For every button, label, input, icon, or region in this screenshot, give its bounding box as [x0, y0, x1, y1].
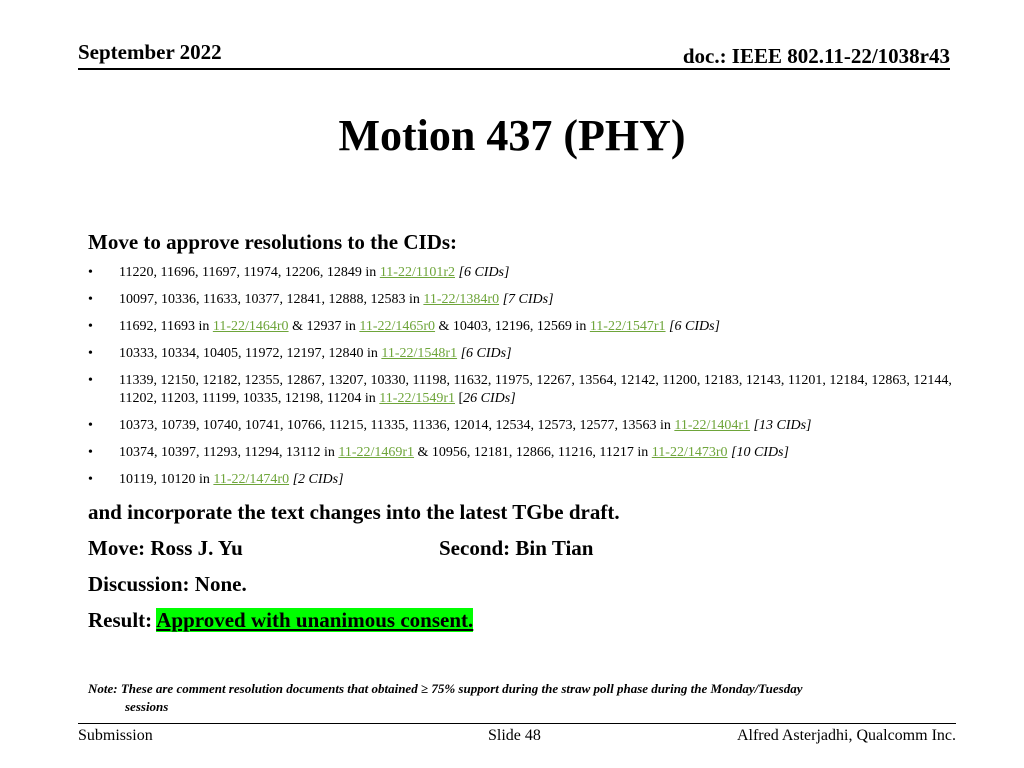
move-text: Move: Ross J. Yu — [88, 536, 243, 560]
footer-slide-number: Slide 48 — [488, 727, 541, 744]
cid-text: 11339, 12150, 12182, 12355, 12867, 13207, 10330, 11198, 11632, 11975, 12267, 13564, 12142, 11200, 12183, 12143, 11201, 12184, 12863, 12144, 11202, 11203, 11199, 10335, 12198, 11204 in — [119, 373, 952, 406]
header-date: September 2022 — [78, 40, 222, 64]
second-text: Second: Bin Tian — [439, 536, 594, 560]
footer-divider — [78, 723, 956, 724]
slide-body — [88, 228, 968, 636]
footnote-line-1: Note: These are comment resolution documents that obtained ≥ 75% support during the straw poll phase during the Monday/Tuesday — [88, 681, 803, 696]
cid-item — [88, 345, 968, 363]
result-label: Result: — [88, 608, 157, 632]
incorporate-text: and incorporate the text changes into the latest TGbe draft. — [88, 500, 620, 524]
cid-item — [88, 444, 968, 462]
document-link[interactable]: 11-22/1549r1 — [379, 391, 455, 406]
cid-text: 11220, 11696, 11697, 11974, 12206, 12849 in — [119, 265, 380, 280]
document-link[interactable]: 11-22/1465r0 — [359, 319, 436, 334]
cid-text: 10119, 10120 in — [119, 472, 214, 487]
header-divider — [78, 68, 950, 70]
cid-count: [6 CIDs] — [669, 319, 720, 334]
cid-count: [2 CIDs] — [292, 472, 344, 487]
result-value: Approved with unanimous consent. — [156, 608, 474, 632]
slide-title: Motion 437 (PHY) — [338, 111, 686, 160]
cid-item — [88, 471, 968, 489]
cid-count: [7 CIDs] — [502, 292, 554, 307]
bullet-icon: • — [88, 292, 93, 307]
cid-item — [88, 318, 968, 336]
cid-count: [13 CIDs] — [753, 418, 812, 433]
document-link[interactable]: 11-22/1548r1 — [381, 346, 458, 361]
document-link[interactable]: 11-22/1474r0 — [213, 472, 290, 487]
result-row — [88, 606, 968, 636]
cid-item — [88, 372, 968, 408]
cid-text: & 10956, 12181, 12866, 11216, 11217 in — [414, 445, 652, 460]
bullet-icon: • — [88, 346, 93, 361]
cid-text: [ — [455, 391, 464, 406]
cid-text: 10373, 10739, 10740, 10741, 10766, 11215, 11335, 11336, 12014, 12534, 12573, 12577, 13563 in — [119, 418, 675, 433]
cid-text: 10097, 10336, 11633, 10377, 12841, 12888, 12583 in — [119, 292, 424, 307]
footer-submission: Submission — [78, 727, 153, 744]
cid-text: & 12937 in — [288, 319, 360, 334]
document-link[interactable]: 11-22/1101r2 — [379, 265, 455, 280]
footnote — [88, 680, 968, 716]
cid-item — [88, 417, 968, 435]
cid-item — [88, 291, 968, 309]
cid-text: 10374, 10397, 11293, 11294, 13112 in — [119, 445, 339, 460]
cid-count: [6 CIDs] — [458, 265, 510, 280]
cid-text: 10333, 10334, 10405, 11972, 12197, 12840 in — [119, 346, 382, 361]
header-doc-number: doc.: IEEE 802.11-22/1038r43 — [682, 44, 950, 68]
bullet-icon: • — [88, 445, 93, 460]
cid-text: & 10403, 12196, 12569 in — [435, 319, 590, 334]
footer-author: Alfred Asterjadhi, Qualcomm Inc. — [736, 727, 956, 744]
document-link[interactable]: 11-22/1547r1 — [589, 319, 666, 334]
cid-count: [6 CIDs] — [460, 346, 512, 361]
cid-item — [88, 264, 968, 282]
cid-list — [88, 264, 968, 489]
document-link[interactable]: 11-22/1469r1 — [338, 445, 415, 460]
bullet-icon: • — [88, 373, 93, 388]
document-link[interactable]: 11-22/1404r1 — [674, 418, 751, 433]
bullet-icon: • — [88, 319, 93, 334]
move-row — [88, 534, 968, 564]
cid-text: 11692, 11693 in — [119, 319, 213, 334]
bullet-icon: • — [88, 265, 93, 280]
cid-count: [10 CIDs] — [731, 445, 789, 460]
discussion-text: Discussion: None. — [88, 572, 247, 596]
document-link[interactable]: 11-22/1384r0 — [423, 292, 500, 307]
document-link[interactable]: 11-22/1464r0 — [212, 319, 289, 334]
motion-lead: Move to approve resolutions to the CIDs: — [88, 230, 458, 254]
bullet-icon: • — [88, 418, 93, 433]
cid-count: 26 CIDs] — [463, 391, 516, 406]
document-link[interactable]: 11-22/1473r0 — [651, 445, 728, 460]
bullet-icon: • — [88, 472, 93, 487]
footnote-line-2: sessions — [125, 699, 169, 714]
